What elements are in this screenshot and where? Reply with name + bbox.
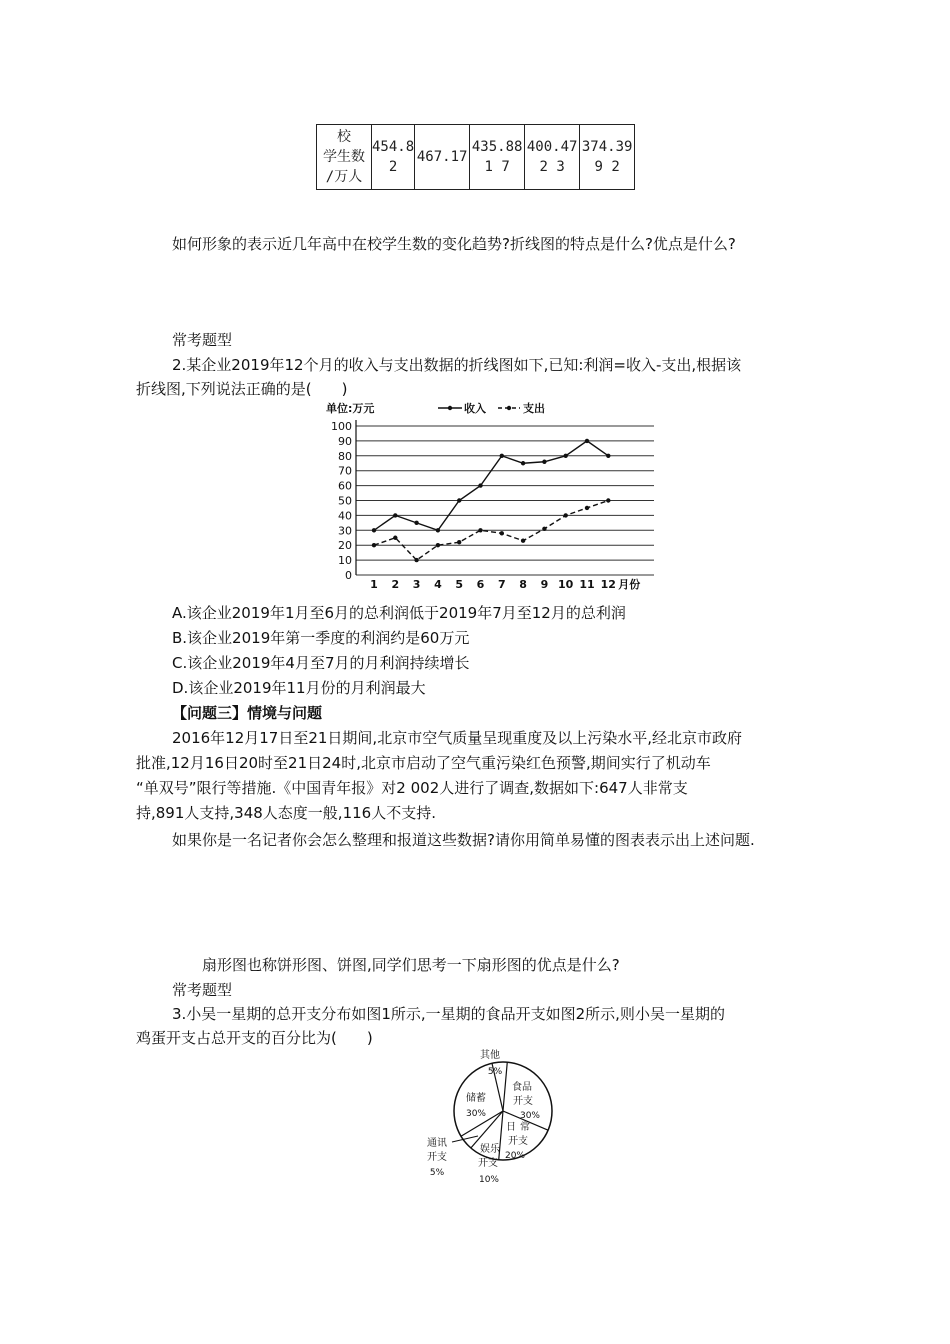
data-point <box>521 461 525 465</box>
data-point <box>500 454 504 458</box>
legend-marker-expense <box>507 406 511 410</box>
y-tick-label: 0 <box>345 569 352 582</box>
data-point <box>606 454 610 458</box>
table-cell: 435.88 1 7 <box>470 125 525 190</box>
data-point <box>393 513 397 517</box>
y-tick-label: 90 <box>338 434 352 448</box>
pie-label-food: 食品 <box>512 1082 532 1093</box>
problem-3-para-line: 2016年12月17日至21日期间,北京市空气质量呈现重度及以上污染水平,经北京市政府 <box>172 729 742 747</box>
legend-marker-income <box>448 406 452 410</box>
y-tick-label: 60 <box>338 479 352 493</box>
problem-3-question: 如果你是一名记者你会怎么整理和报道这些数据?请你用简单易懂的图表表示出上述问题. <box>172 831 755 849</box>
x-tick-label: 1 <box>370 578 378 591</box>
y-tick-label: 40 <box>338 509 352 523</box>
pie-label-daily: 常 <box>520 1122 530 1133</box>
data-point <box>478 483 482 487</box>
table-row <box>317 125 635 190</box>
x-tick-label: 8 <box>519 578 527 591</box>
pie-label-other: 其他 <box>480 1050 500 1061</box>
pie-pct-savings: 30% <box>465 1109 487 1119</box>
data-point <box>436 543 440 547</box>
x-tick-label: 2 <box>391 578 400 591</box>
option-b: B.该企业2019年第一季度的利润约是60万元 <box>172 629 470 647</box>
x-axis-unit: 月份 <box>618 578 641 591</box>
section-heading: 常考题型 <box>172 331 233 349</box>
x-tick-label: 11 <box>579 578 595 591</box>
data-point <box>457 498 461 502</box>
y-tick-label: 80 <box>338 449 352 463</box>
y-tick-label: 70 <box>338 464 352 478</box>
question-3-line-2: 鸡蛋开支占总开支的百分比为( ) <box>136 1029 373 1047</box>
problem-3-para-line: “单双号”限行等措施.《中国青年报》对2 002人进行了调查,数据如下:647人非常支 <box>136 779 688 797</box>
data-point <box>542 527 546 531</box>
pie-label-entertainment: 娱乐 <box>480 1144 500 1155</box>
option-a: A.该企业2019年1月至6月的总利润低于2019年7月至12月的总利润 <box>172 604 626 622</box>
pie-question: 扇形图也称饼形图、饼图,同学们思考一下扇形图的优点是什么? <box>202 956 620 974</box>
data-point <box>372 528 376 532</box>
x-tick-label: 5 <box>455 578 464 591</box>
table-cell: 374.39 9 2 <box>580 125 635 190</box>
table-cell: 454.8 2 <box>372 125 415 190</box>
y-tick-label: 50 <box>338 494 352 508</box>
pie-label-communication: 通讯 <box>427 1138 447 1149</box>
pie-pct-daily: 20% <box>504 1151 526 1161</box>
income-expense-line-chart <box>320 398 660 592</box>
pie-label-daily: 开支 <box>508 1136 528 1147</box>
problem-3-para-line: 批准,12月16日20时至21日24时,北京市启动了空气重污染红色预警,期间实行了机动车 <box>136 754 711 772</box>
pie-label-food: 开支 <box>513 1096 533 1107</box>
data-point <box>542 460 546 464</box>
problem-3-para-line: 持,891人支持,348人态度一般,116人不支持. <box>136 804 436 822</box>
data-point <box>521 539 525 543</box>
y-tick-label: 100 <box>331 420 352 433</box>
y-tick-label: 20 <box>338 539 352 553</box>
option-c: C.该企业2019年4月至7月的月利润持续增长 <box>172 654 470 672</box>
y-tick-label: 10 <box>338 554 352 568</box>
data-point <box>564 454 568 458</box>
section-heading: 常考题型 <box>172 981 233 999</box>
question-2-line-1: 2.某企业2019年12个月的收入与支出数据的折线图如下,已知:利润=收入-支出,根据该 <box>172 356 742 374</box>
x-tick-label: 3 <box>412 578 421 591</box>
pie-pct-entertainment: 10% <box>478 1175 500 1185</box>
x-tick-label: 10 <box>558 578 574 591</box>
data-point <box>500 531 504 535</box>
x-tick-label: 12 <box>600 578 616 591</box>
pie-label-entertainment: 开支 <box>478 1158 498 1169</box>
option-d: D.该企业2019年11月份的月利润最大 <box>172 679 426 697</box>
data-point <box>606 498 610 502</box>
weekly-spending-pie-chart <box>410 1040 590 1190</box>
data-point <box>564 513 568 517</box>
data-point <box>372 543 376 547</box>
x-tick-label: 7 <box>497 578 506 591</box>
data-point <box>585 439 589 443</box>
data-point <box>393 536 397 540</box>
x-tick-label: 6 <box>476 578 485 591</box>
pie-slice-boundary <box>503 1062 507 1111</box>
data-point <box>436 528 440 532</box>
legend-label-income: 收入 <box>464 402 486 415</box>
x-tick-label: 9 <box>540 578 549 591</box>
legend-label-expense: 支出 <box>523 402 545 415</box>
data-point <box>414 558 418 562</box>
table-header-cell: 校 学生数 /万人 <box>317 125 372 190</box>
pie-pct-food: 30% <box>519 1111 541 1121</box>
question-2-line-2: 折线图,下列说法正确的是( ) <box>136 380 348 398</box>
pie-pct-other: 5% <box>487 1067 503 1077</box>
data-point <box>585 506 589 510</box>
pie-label-daily: 日 <box>506 1122 516 1133</box>
table-cell: 400.47 2 3 <box>525 125 580 190</box>
data-point <box>414 521 418 525</box>
trend-question: 如何形象的表示近几年高中在校学生数的变化趋势?折线图的特点是什么?优点是什么? <box>172 235 736 253</box>
student-count-table <box>316 124 635 190</box>
y-tick-label: 30 <box>338 524 352 538</box>
data-point <box>457 540 461 544</box>
pie-label-communication: 开支 <box>427 1152 447 1163</box>
table-cell: 467.17 <box>415 125 470 190</box>
question-3-line-1: 3.小吴一星期的总开支分布如图1所示,一星期的食品开支如图2所示,则小吴一星期的 <box>172 1005 725 1023</box>
data-point <box>478 528 482 532</box>
x-tick-label: 4 <box>434 578 442 591</box>
pie-label-savings: 储蓄 <box>466 1093 486 1104</box>
pie-pct-communication: 5% <box>429 1168 445 1178</box>
problem-3-heading: 【问题三】情境与问题 <box>172 704 323 722</box>
y-axis-unit: 单位:万元 <box>326 402 375 415</box>
